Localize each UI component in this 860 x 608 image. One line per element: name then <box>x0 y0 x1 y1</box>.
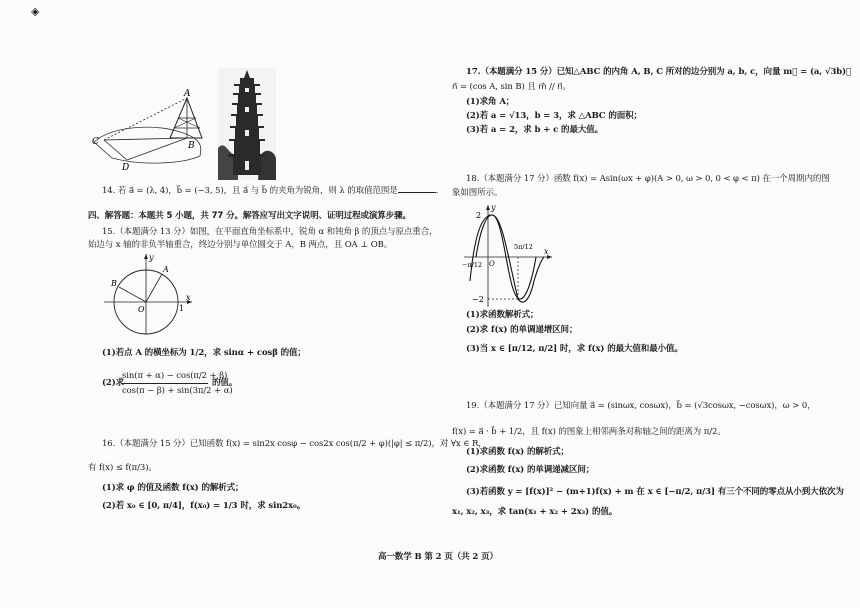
question-15-fraction-numerator: sin(π + α) − cos(π/2 + β) <box>122 371 228 381</box>
question-19-part3-cont: x₁, x₂, x₃，求 tan(x₁ + x₂ + 2x₃) 的值。 <box>452 507 618 517</box>
question-19-line2: f(x) = a⃗ · b⃗ + 1/2，且 f(x) 的图象上相邻两条对称轴之间的距离为 π/2。 <box>452 427 726 437</box>
question-16-part1: (1)求 φ 的值及函数 f(x) 的解析式； <box>102 483 244 493</box>
question-17-line2: n⃗ = (cos A, sin B) 且 m⃗ // n⃗。 <box>452 82 571 92</box>
question-17-part2: (2)若 a = √13，b = 3，求 △ABC 的面积； <box>466 111 642 121</box>
question-18-part2: (2)求 f(x) 的单调递增区间； <box>466 325 578 335</box>
label-A: A <box>184 89 191 99</box>
graph-x-label: x <box>544 247 549 256</box>
origin-label: O <box>138 305 145 314</box>
question-18-part1: (1)求函数解析式； <box>466 310 539 320</box>
graph-origin-label: O <box>489 260 495 268</box>
question-14: 14. 若 a⃗ = (λ, 4)，b⃗ = (−3, 5)，且 a⃗ 与 b⃗ 的夹角为锐角，则 λ 的取值范围是 . <box>102 186 439 196</box>
point-B-label: B <box>111 279 117 288</box>
question-16-line1: 16.（本题满分 15 分）已知函数 f(x) = sin2x cosφ − cos2x cos(π/2 + φ)(|φ| ≤ π/2)，对 ∀x ∈ R， <box>102 439 487 449</box>
graph-max-label: 2 <box>476 211 482 220</box>
question-17-line1: 17.（本题满分 15 分）已知△ABC 的内角 A, B, C 所对的边分别为 a, b, c，向量 m⃗ = (a, √3b)， <box>466 67 852 77</box>
question-16-line2: 有 f(x) ≤ f(π/3)。 <box>88 463 157 473</box>
question-19-part3: (3)若函数 y = [f(x)]² − (m+1)f(x) + m 在 x ∈ [−π/2, π/3] 有三个不同的零点从小到大依次为 <box>466 487 844 497</box>
axis-x-label: x <box>186 293 191 302</box>
question-15-line2: 始边与 x 轴的非负半轴重合，终边分别与单位圆交于 A，B 两点，且 OA ⊥ OB。 <box>88 240 393 250</box>
sine-graph-figure <box>462 201 558 311</box>
question-16-part2: (2)若 x₀ ∈ [0, π/4]，f(x₀) = 1/3 时，求 sin2x₀。 <box>102 501 306 511</box>
unit-circle-figure <box>100 250 200 336</box>
page-footer: 高一数学 B 第 2 页（共 2 页） <box>378 552 498 562</box>
question-18-line2: 象如图所示。 <box>452 188 503 198</box>
label-C: C <box>92 137 99 147</box>
question-15-part1: (1)若点 A 的横坐标为 1/2，求 sinα + cosβ 的值； <box>102 348 306 358</box>
label-B: B <box>188 141 195 151</box>
fraction-bar <box>122 383 208 384</box>
pagoda-geometry-figure <box>92 86 222 172</box>
unit-one-label: 1 <box>179 304 185 313</box>
question-15-fraction-denominator: cos(π − β) + sin(3π/2 + α) <box>122 386 233 396</box>
pagoda-image <box>218 68 276 180</box>
answer-blank[interactable] <box>398 184 436 193</box>
graph-y-label: y <box>491 203 496 212</box>
graph-left-tick: −π/12 <box>462 261 483 269</box>
question-19-line1: 19.（本题满分 17 分）已知向量 a⃗ = (sinωx, cosωx)，b⃗ = (√3cosωx, −cosωx)，ω > 0， <box>466 401 816 411</box>
question-17-part1: (1)求角 A； <box>466 97 515 107</box>
section-4-title: 四、解答题：本题共 5 小题，共 77 分。解答应写出文字说明、证明过程或演算步骤。 <box>88 211 411 221</box>
question-15-part2-suffix: 的值。 <box>212 378 238 388</box>
question-19-part2: (2)求函数 f(x) 的单调递减区间； <box>466 465 595 475</box>
question-17-part3: (3)若 a = 2，求 b + c 的最大值。 <box>466 125 604 135</box>
question-18-part3: (3)当 x ∈ [π/12, π/2] 时，求 f(x) 的最大值和最小值。 <box>466 344 683 354</box>
axis-y-label: y <box>149 253 154 262</box>
graph-right-tick: 5π/12 <box>514 243 533 251</box>
question-19-part1: (1)求函数 f(x) 的解析式； <box>466 447 569 457</box>
question-18-line1: 18.（本题满分 17 分）函数 f(x) = Asin(ωx + φ)(A > 0, ω > 0, 0 < φ < π) 在一个周期内的图 <box>466 174 830 184</box>
graph-min-label: −2 <box>472 295 484 304</box>
question-15-part2-prefix: (2)求 <box>102 378 125 388</box>
registration-mark: ◈ <box>31 5 40 18</box>
question-15-line1: 15.（本题满分 13 分）如图，在平面直角坐标系中，锐角 α 和钝角 β 的顶点与原点重合， <box>102 227 438 237</box>
point-A-label: A <box>163 265 169 274</box>
label-D: D <box>122 163 130 173</box>
